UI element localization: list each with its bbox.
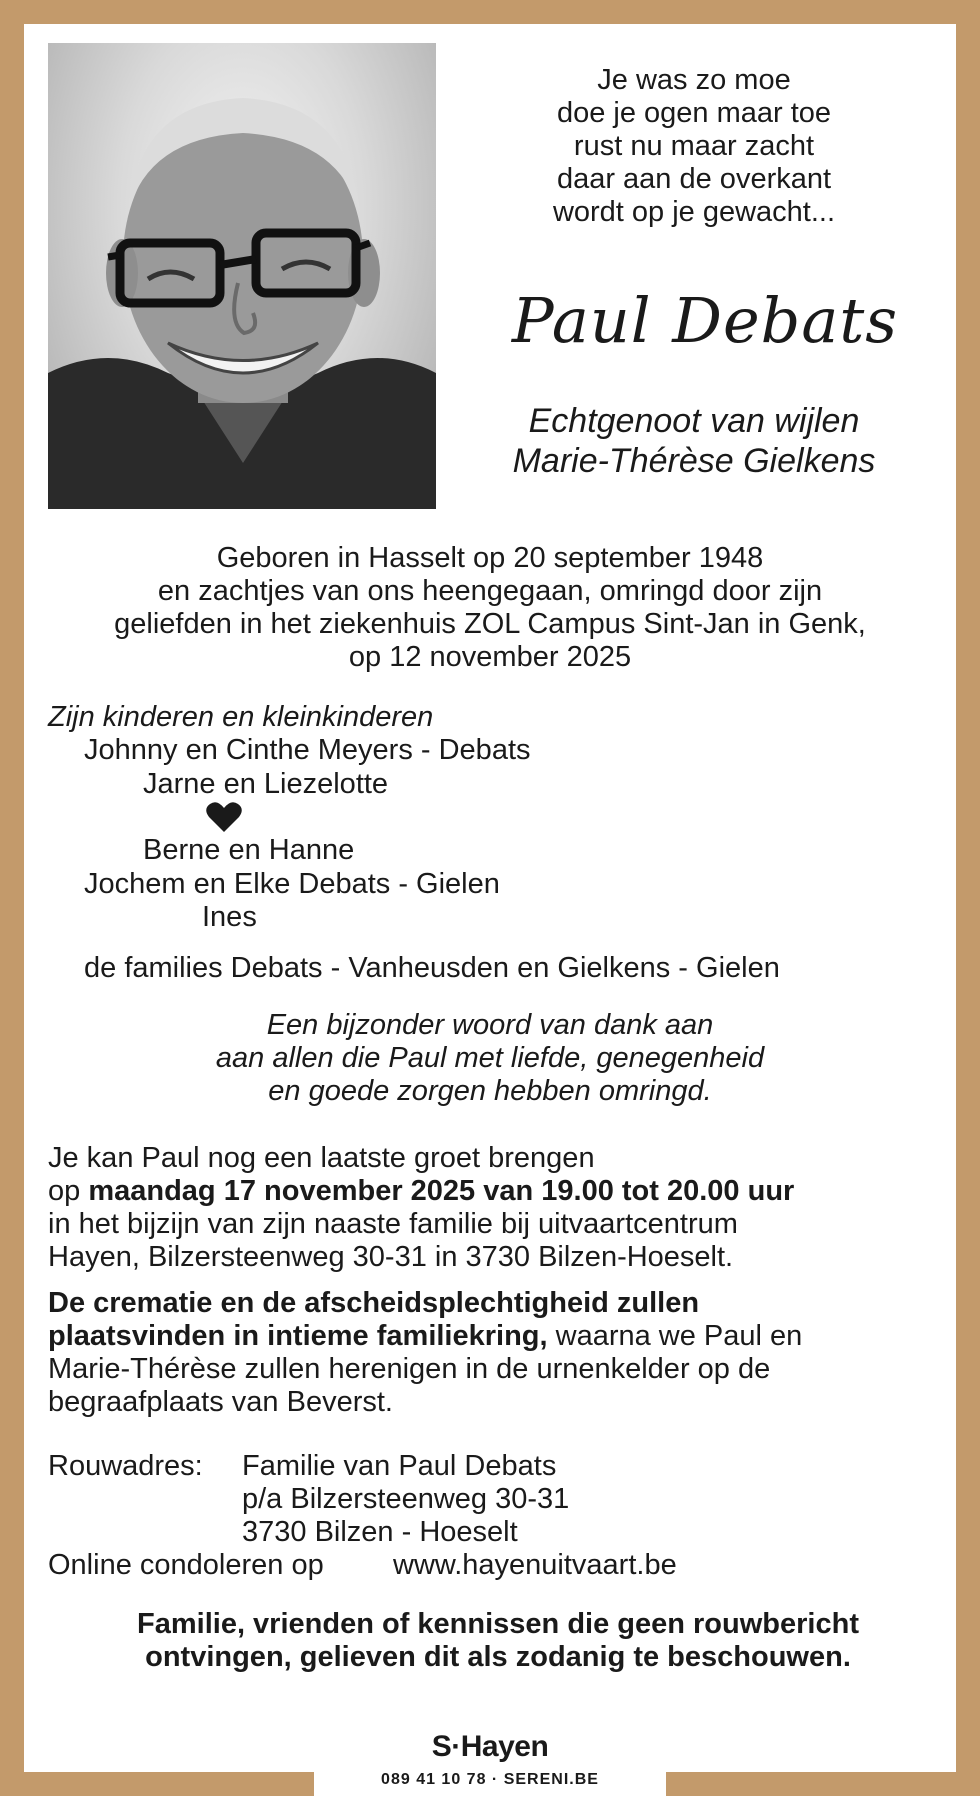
spouse-text [464, 401, 924, 481]
cremation-rest: waarna we Paul en [547, 1320, 803, 1352]
address-line: 3730 Bilzen - Hoeselt [242, 1516, 518, 1548]
website-link[interactable]: www.hayenuitvaart.be [393, 1549, 677, 1581]
visitation-line: Je kan Paul nog een laatste groet brengen [48, 1142, 595, 1174]
funeral-home-logo: S·Hayen [431, 1730, 549, 1763]
visitation-prefix: op [48, 1175, 89, 1207]
cremation-line: Marie-Thérèse zullen herenigen in de urnenkelder op de [48, 1353, 771, 1385]
poem-line: Je was zo moe [597, 64, 791, 96]
cremation-line: De crematie en de afscheidsplechtigheid zullen [48, 1287, 700, 1319]
birth-death-text [24, 542, 956, 674]
obituary-card [24, 24, 956, 1788]
grandchildren-1b: Berne en Hanne [143, 834, 355, 866]
brand-name: SERENI.BE [503, 1771, 599, 1788]
cremation-line: begraafplaats van Beverst. [48, 1386, 393, 1418]
grandchild-2: Ines [202, 901, 257, 933]
birth-line: op 12 november 2025 [348, 641, 632, 673]
notice-text [32, 1608, 964, 1674]
online-condolence-label: Online condoleren op [48, 1549, 324, 1581]
visitation-line: Hayen, Bilzersteenweg 30-31 in 3730 Bilzen-Hoeselt. [48, 1241, 734, 1273]
visitation-line: in het bijzijn van zijn naaste familie bij uitvaartcentrum [48, 1208, 738, 1240]
grandchildren-1a: Jarne en Liezelotte [143, 768, 389, 800]
visitation-text [48, 1142, 938, 1274]
cremation-text [48, 1287, 938, 1419]
notice-line: ontvingen, gelieven dit als zodanig te beschouwen. [145, 1641, 851, 1673]
poem-line: daar aan de overkant [556, 163, 832, 195]
address-label: Rouwadres: [48, 1450, 203, 1482]
birth-line: geliefden in het ziekenhuis ZOL Campus Sint-Jan in Genk, [114, 608, 866, 640]
notice-line: Familie, vrienden of kennissen die geen rouwbericht [137, 1608, 859, 1640]
poem [464, 64, 924, 229]
heart-icon [206, 801, 242, 833]
child-family-2: Jochem en Elke Debats - Gielen [84, 868, 500, 900]
child-family-1: Johnny en Cinthe Meyers - Debats [84, 734, 531, 766]
address-line: Familie van Paul Debats [242, 1450, 557, 1482]
families-line: de families Debats - Vanheusden en Gielkens - Gielen [84, 952, 780, 984]
thanks-line: Een bijzonder woord van dank aan [266, 1009, 714, 1041]
poem-line: rust nu maar zacht [573, 130, 815, 162]
cremation-line [48, 1320, 938, 1353]
birth-line: en zachtjes van ons heengegaan, omringd door zijn [157, 575, 823, 607]
spouse-line: Echtgenoot van wijlen [528, 402, 860, 440]
visitation-datetime: maandag 17 november 2025 van 19.00 tot 20.00 uur [88, 1175, 795, 1207]
thanks-text [24, 1009, 956, 1108]
spouse-line: Marie-Thérèse Gielkens [512, 442, 876, 480]
address-line: p/a Bilzersteenweg 30-31 [242, 1483, 570, 1515]
footer-separator: · [491, 1771, 499, 1788]
portrait-photo [48, 43, 436, 509]
thanks-line: aan allen die Paul met liefde, genegenheid [215, 1042, 765, 1074]
visitation-line [48, 1175, 938, 1208]
phone-number: 089 41 10 78 [381, 1771, 487, 1788]
deceased-name: Paul Debats [511, 284, 899, 357]
thanks-line: en goede zorgen hebben omringd. [268, 1075, 712, 1107]
poem-line: wordt op je gewacht... [552, 196, 836, 228]
footer-contact [314, 1764, 666, 1796]
cremation-bold: plaatsvinden in intieme familiekring, [48, 1320, 548, 1352]
birth-line: Geboren in Hasselt op 20 september 1948 [216, 542, 764, 574]
family-heading: Zijn kinderen en kleinkinderen [48, 701, 434, 733]
portrait-illustration [48, 43, 436, 509]
poem-line: doe je ogen maar toe [556, 97, 832, 129]
